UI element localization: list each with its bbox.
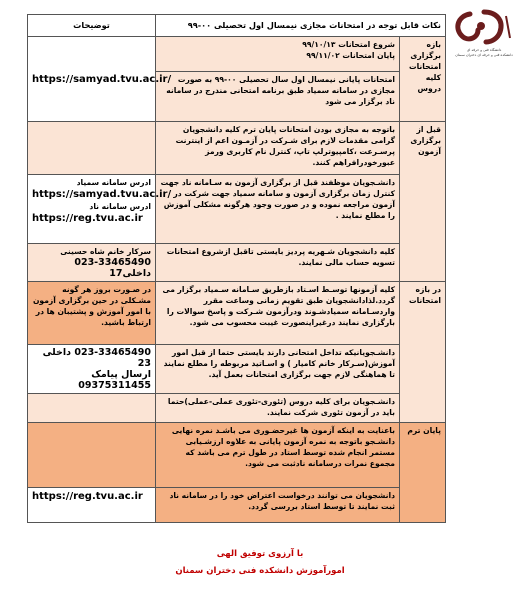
nad-address-label: ادرس سامانه ناد: [89, 202, 151, 211]
table-row: [28, 423, 446, 488]
university-logo: [448, 8, 518, 70]
note-cell: [28, 394, 156, 423]
sms-number: ارسال پیامک 09375311455: [78, 369, 151, 391]
office-phone: 023-33465490 داخلی 23: [42, 347, 151, 369]
objection-text: دانشجویان می توانند درخواست اعتراض خود را در سامانه ناد ثبت نمایند تا توسط استاد بررسی گردد.: [156, 488, 400, 523]
note-cell: [28, 345, 156, 394]
header-notes: نکات قابل توجه در امتحانات مجازی نیمسال اول تحصیلی ۰۰-۹۹: [156, 15, 446, 37]
footer: [160, 546, 360, 580]
table-row: [28, 37, 446, 72]
prep-text: باتوجه به مجازی بودن امتحانات پایان ترم کلیه دانشجویان گرامی مقدمات لازم برای شـرکت در آزمـون اعم از اینترنت پرسـرعت ،کامپیوترلپ تاپ، کنترل نام کاربری ورمز عبورخودرافراهم کنند.: [156, 122, 400, 175]
label-before-exam: قبل از برگزاری آزمون: [400, 122, 446, 282]
exam-notes-table: [27, 14, 446, 523]
samyad-link[interactable]: https://samyad.tvu.ac.ir/: [32, 73, 172, 85]
tuition-text: کلیه دانشجویان شـهریه پردیز بایستی تاقبل ازشروع امتحانات تسویه حساب مالی نمایند.: [156, 244, 400, 282]
note-cell: [28, 423, 156, 488]
samyad-address-label: ادرس سامانه سمیاد: [76, 178, 151, 187]
contact-phone: 023-33465490 داخلی17: [74, 257, 151, 279]
exam-period-text: امتحانات پایانی نیمسال اول سال تحصیلی ۰۰-۹۹ به صورت مجازی در سامانه سمیاد طبق برنامه امتحانی مندرج در سامانه ناد برگزار می شود: [156, 72, 400, 122]
table-row: [28, 394, 446, 423]
check-systems-text: دانشـجویان موظفند قبل از برگزاری آزمون به سـامانه ناد جهت کنترل زمان برگزاری آزمون و سامانه سمیاد جهت شرکت در آزمون مراجعه نموده و در صورت وجود هرگونه مشکلی آموزش را مطلع نمایند .: [156, 175, 400, 244]
table-row: [28, 244, 446, 282]
exam-end-date: پایان امتحانات ۹۹/۱۱/۰۲: [306, 51, 396, 60]
support-note: در صـورت بروز هر گونه مشـکلی در حین برگزاری آزمون با امور آموزش و پشتیبان ها در ارتباط باشید.: [28, 282, 156, 345]
nad-link[interactable]: https://reg.tvu.ac.ir: [32, 213, 143, 224]
note-cell: [28, 122, 156, 175]
footer-greeting: با آرزوی توفیق الهی: [216, 549, 304, 559]
contact-name: سرکار خانم شاه حسینی: [60, 247, 151, 256]
exam-dates: [156, 37, 400, 72]
samyad-link[interactable]: https://samyad.tvu.ac.ir/: [32, 189, 172, 200]
conflict-text: دانشـجویانیکه تداخل امتحانی دارند بایستی حتما از قبل امور آموزش(سـرکار خانم کامیار ) و اسـاتید مربوطه را مطلع نمایند تا هماهنگی لازم جهت برگزاری امتحانات بعمل آید.: [156, 345, 400, 394]
table-row: [28, 488, 446, 523]
table-row: [28, 122, 446, 175]
table-header: [28, 15, 446, 37]
header-explanations: توضیحات: [28, 15, 156, 37]
online-exam-text: کلیه آزمونها توسـط اسـتاد بازطریق سـامانه سـمیاد برگزار می گردد.لذادانشجویان طبق تقویم زمانی وساعت مقرر واردسـامانه سمیادشـوند ودرآزمون شـرکت و پاسخ سوالات را بارگزاری نمایند درغیراینصورت غیبت محسوب می شود.: [156, 282, 400, 345]
logo-caption: [448, 48, 520, 57]
note-cell: [28, 37, 172, 122]
table-row: [28, 175, 446, 244]
label-end-of-term: پایان ترم: [400, 423, 446, 523]
logo-line-1: دانشگاه فنی و حرفه ای: [466, 48, 502, 52]
final-grade-text: باعنایت به اینکه آزمون ها غیرحضـوری می باشـد نمره نهایی دانشـجو باتوجه به نمره آزمون پایانی به علاوه ارزشـیابی مستمر انجام شده توسط استاد در طول ترم می باشد که مجموع نمرات درسامانه نادثبت می شود.: [156, 423, 400, 488]
note-cell: [28, 488, 156, 523]
table-row: [28, 282, 446, 345]
logo-line-2: دانشکده فنی و حرفه ای دختران سمنان: [455, 52, 513, 57]
theory-exam-text: دانشـجویان برای کلیه دروس (تئوری-تئوری عملی-عملی)حتما باید در آزمون تئوری شرکت نمایند.: [156, 394, 400, 423]
label-during-exams: در بازه امتحانات: [400, 282, 446, 423]
note-cell: [28, 244, 156, 282]
footer-signature: امورآموزش دانشکده فنی دختران سمنان: [175, 566, 345, 576]
label-exam-period: بازه برگزاری امتحانات کلیه دروس: [400, 37, 446, 122]
nad-link[interactable]: https://reg.tvu.ac.ir: [32, 491, 143, 502]
exam-start-date: شروع امتحانات ۹۹/۱۰/۱۳: [302, 40, 396, 49]
note-cell: [28, 175, 172, 244]
table-row: [28, 345, 446, 394]
